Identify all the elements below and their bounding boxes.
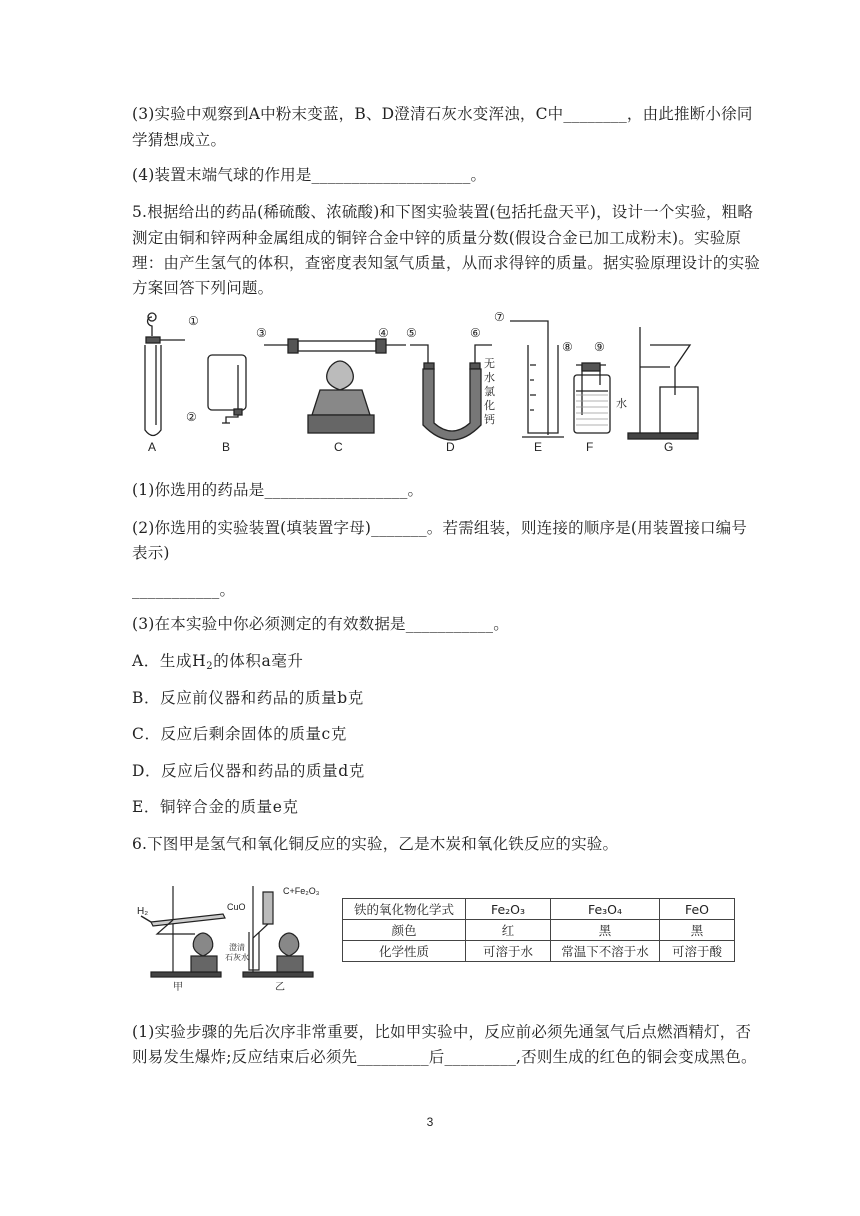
apparatus-figure — [130, 305, 730, 455]
q5-sub3: (3)在本实验中你必须测定的有效数据是___________。 — [132, 615, 509, 633]
table-cell: 红 — [466, 920, 551, 941]
table-row — [343, 941, 735, 962]
label-f: F — [586, 440, 594, 454]
q5-option-c: C．反应后剩余固体的质量c克 — [132, 725, 347, 743]
table-cell: 铁的氧化物化学式 — [343, 899, 466, 920]
h2-label: H₂ — [137, 906, 149, 917]
table-cell: FeO — [660, 899, 735, 920]
option-a-sub: 2 — [206, 661, 214, 672]
water-label: 水 — [616, 398, 627, 410]
cuo-label: CuO — [227, 902, 246, 912]
table-cell: Fe₂O₃ — [466, 899, 551, 920]
table-cell: 黑 — [551, 920, 660, 941]
iron-oxide-table — [342, 898, 735, 962]
desiccant-char-2: 水 — [484, 372, 495, 384]
port-5: ⑤ — [406, 326, 417, 340]
desiccant-char-4: 化 — [484, 400, 495, 412]
desiccant-char-1: 无 — [484, 358, 495, 370]
label-a: A — [148, 440, 157, 454]
desiccant-char-5: 钙 — [484, 414, 495, 426]
q5-sub2a: (2)你选用的实验装置(填装置字母)_______。若需组装，则连接的顺序是(用装置接口编号 — [132, 519, 748, 537]
q6-stem: 6.下图甲是氢气和氧化铜反应的实验，乙是木炭和氧化铁反应的实验。 — [132, 835, 619, 853]
table-cell: 可溶于酸 — [660, 941, 735, 962]
option-a-post: 的体积a毫升 — [213, 652, 304, 670]
port-4: ④ — [378, 326, 389, 340]
table-cell: 颜色 — [343, 920, 466, 941]
table-cell: 黑 — [660, 920, 735, 941]
option-a-pre: A．生成H — [132, 652, 207, 670]
port-8: ⑧ — [562, 340, 573, 354]
q5-stem-3: 理：由产生氢气的体积，查密度表知氢气质量，从而求得锌的质量。据实验原理设计的实验 — [132, 254, 761, 272]
q4-line4: (4)装置末端气球的作用是____________________。 — [132, 166, 487, 184]
table-cell: 常温下不溶于水 — [551, 941, 660, 962]
mix-label: C+Fe₂O₃ — [283, 886, 320, 896]
yi-label: 乙 — [275, 982, 285, 992]
label-b: B — [222, 440, 231, 454]
q6-sub1a: (1)实验步骤的先后次序非常重要，比如甲实验中，反应前必须先通氢气后点燃酒精灯，否 — [132, 1023, 752, 1041]
q5-sub2b: 表示) — [132, 544, 170, 562]
table-cell: Fe₃O₄ — [551, 899, 660, 920]
q4-line3a: (3)实验中观察到A中粉末变蓝，B、D澄清石灰水变浑浊，C中________，由此推断小徐同 — [132, 105, 753, 123]
page-number: 3 — [426, 1115, 434, 1129]
q6-figure — [133, 880, 333, 992]
label-g: G — [664, 440, 674, 454]
port-2: ② — [186, 410, 197, 424]
q5-option-d: D．反应后仪器和药品的质量d克 — [132, 762, 365, 780]
table-cell: 化学性质 — [343, 941, 466, 962]
q5-option-e: E．铜锌合金的质量e克 — [132, 798, 299, 816]
table-row — [343, 899, 735, 920]
table-cell: 可溶于水 — [466, 941, 551, 962]
port-7: ⑦ — [494, 310, 505, 324]
port-9: ⑨ — [594, 340, 605, 354]
q5-sub1: (1)你选用的药品是__________________。 — [132, 481, 424, 499]
label-e: E — [534, 440, 543, 454]
jia-label: 甲 — [173, 982, 183, 992]
q6-sub1b: 则易发生爆炸;反应结束后必须先_________后_________,否则生成的红色的铜会变成黑色。 — [132, 1048, 757, 1066]
q5-option-b: B．反应前仪器和药品的质量b克 — [132, 689, 364, 707]
desiccant-char-3: 氯 — [484, 386, 495, 398]
limewater-label-1: 澄清 — [229, 943, 245, 952]
q5-stem-2: 测定由铜和锌两种金属组成的铜锌合金中锌的质量分数(假设合金已加工成粉末)。实验原 — [132, 229, 742, 247]
q5-sub2c: ___________。 — [132, 581, 236, 599]
table-row — [343, 920, 735, 941]
port-6: ⑥ — [470, 326, 481, 340]
q5-stem-1: 5.根据给出的药品(稀硫酸、浓硫酸)和下图实验装置(包括托盘天平)，设计一个实验，粗略 — [132, 203, 754, 221]
limewater-label-2: 石灰水 — [225, 953, 249, 962]
label-c: C — [334, 440, 343, 454]
port-1: ① — [188, 314, 199, 328]
label-d: D — [446, 440, 455, 454]
q4-line3b: 学猜想成立。 — [132, 131, 227, 149]
q5-option-a — [132, 651, 304, 671]
q5-stem-4: 方案回答下列问题。 — [132, 279, 274, 297]
port-3: ③ — [256, 326, 267, 340]
